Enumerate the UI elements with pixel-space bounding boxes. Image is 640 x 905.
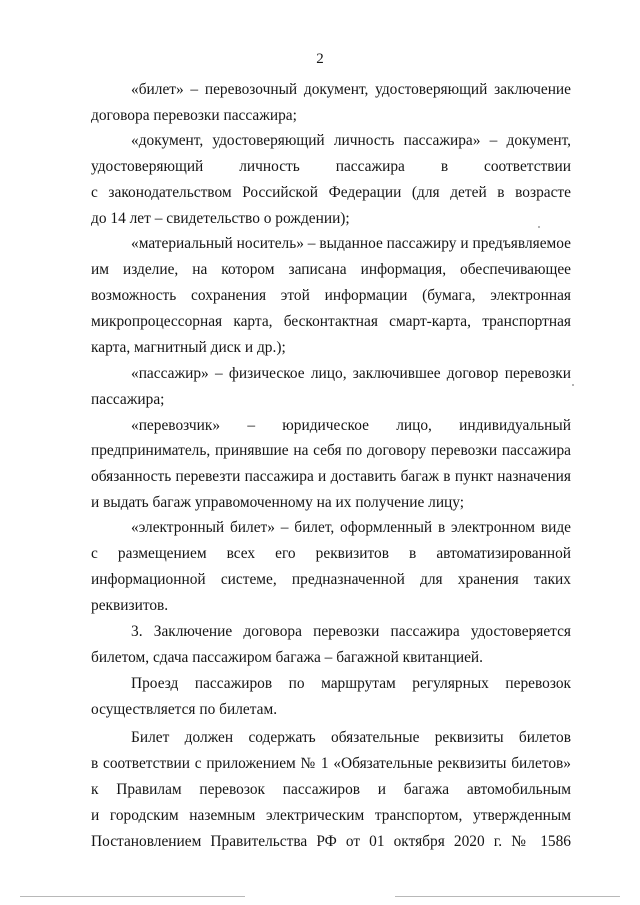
text-line: пассажира; bbox=[91, 391, 165, 408]
text-line: и городским наземным электрическим транспортом, утвержденным bbox=[91, 807, 571, 824]
text-line: 3. Заключение договора перевозки пассажира удостоверяется bbox=[131, 623, 571, 640]
text-line: и выдать багаж управомоченному на их получение лицу; bbox=[91, 494, 465, 511]
text-line: «документ, удостоверяющий личность пассажира» – документ, bbox=[131, 132, 571, 149]
text-line: микропроцессорная карта, бесконтактная смарт-карта, транспортная bbox=[91, 313, 571, 330]
text-line: предприниматель, принявшие на себя по договору перевозки пассажира bbox=[91, 442, 571, 459]
text-line: Постановлением Правительства РФ от 01 октября 2020 г. № 1586 bbox=[91, 833, 571, 850]
scan-edge-mark bbox=[20, 896, 245, 897]
text-line: «пассажир» – физическое лицо, заключившее договор перевозки bbox=[131, 365, 571, 382]
text-line: Билет должен содержать обязательные реквизиты билетов bbox=[131, 729, 571, 746]
text-line: обязанность перевезти пассажира и доставить багаж в пункт назначения bbox=[91, 468, 571, 485]
text-line: к Правилам перевозок пассажиров и багажа автомобильным bbox=[91, 781, 571, 798]
text-line: билетом, сдача пассажиром багажа – багажной квитанцией. bbox=[91, 649, 484, 666]
text-line: «материальный носитель» – выданное пассажиру и предъявляемое bbox=[131, 235, 571, 252]
text-line: до 14 лет – свидетельство о рождении); bbox=[91, 210, 350, 227]
text-line: с размещением всех его реквизитов в автоматизированной bbox=[91, 545, 571, 562]
text-line: с законодательством Российской Федерации (для детей в возрасте bbox=[91, 184, 571, 201]
page-number: 2 bbox=[316, 51, 324, 67]
text-line: возможность сохранения этой информации (бумага, электронная bbox=[91, 287, 571, 304]
scan-speck bbox=[538, 226, 540, 228]
scan-edge-mark bbox=[395, 896, 620, 897]
text-line: информационной системе, предназначенной для хранения таких bbox=[91, 571, 571, 588]
text-line: «электронный билет» – билет, оформленный в электронном виде bbox=[131, 519, 571, 536]
text-line: «билет» – перевозочный документ, удостоверяющий заключение bbox=[131, 81, 571, 98]
text-line: договора перевозки пассажира; bbox=[91, 107, 297, 124]
text-line: «перевозчик» – юридическое лицо, индивидуальный bbox=[131, 417, 571, 434]
scan-speck bbox=[572, 384, 574, 386]
text-line: удостоверяющий личность пассажира в соответствии bbox=[91, 158, 571, 175]
text-line: Проезд пассажиров по маршрутам регулярных перевозок bbox=[131, 675, 571, 692]
text-line: реквизитов. bbox=[91, 597, 169, 614]
text-line: карта, магнитный диск и др.); bbox=[91, 339, 286, 356]
text-line: осуществляется по билетам. bbox=[91, 701, 278, 718]
text-line: им изделие, на котором записана информация, обеспечивающее bbox=[91, 261, 571, 278]
text-line: в соответствии с приложением № 1 «Обязательные реквизиты билетов» bbox=[91, 755, 571, 772]
